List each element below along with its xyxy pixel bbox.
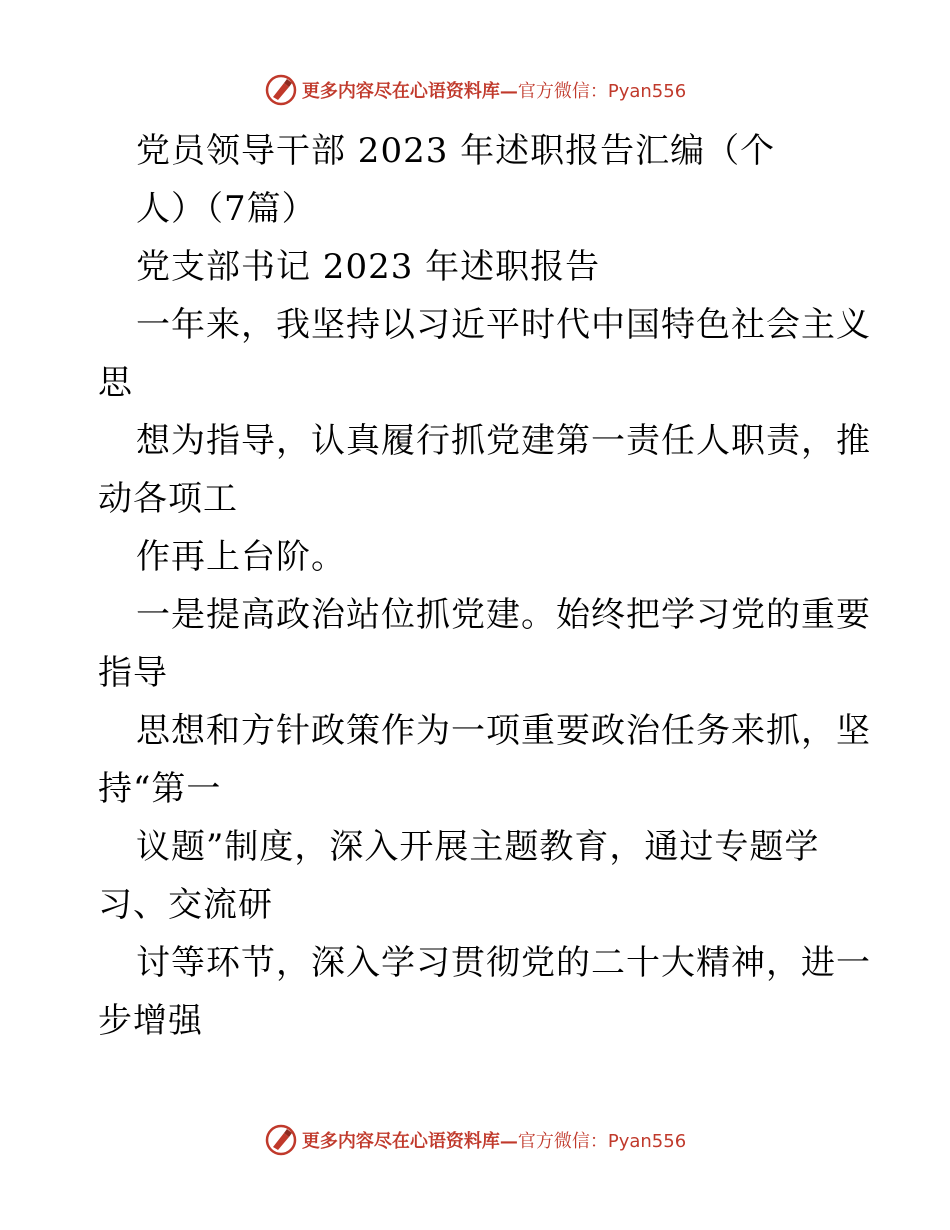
- text-line: 人）（7篇）: [136, 189, 317, 229]
- text-line: 党员领导干部 2023 年述职报告汇编（个: [136, 131, 776, 171]
- footer-banner: [0, 1120, 950, 1160]
- text-line: 作再上台阶。: [136, 537, 346, 577]
- document-body: [98, 122, 878, 1050]
- text-line: 思想和方针政策作为一项重要政治任务来抓，坚: [136, 711, 871, 751]
- text-line: 议题”制度，深入开展主题教育，通过专题学: [136, 827, 820, 867]
- text-line: 想为指导，认真履行抓党建第一责任人职责，推: [136, 421, 871, 461]
- header-banner: [0, 70, 950, 110]
- text-line: 步增强: [98, 1001, 203, 1041]
- logo-icon: [264, 73, 298, 107]
- banner-text: 更多内容尽在心语资料库—: [301, 81, 518, 102]
- text-line: 一年来，我坚持以习近平时代中国特色社会主义: [136, 305, 871, 345]
- banner-text: 更多内容尽在心语资料库—: [301, 1131, 518, 1152]
- text-line: 习、交流研: [98, 885, 273, 925]
- text-line: 党支部书记 2023 年述职报告: [136, 247, 601, 287]
- text-line: 讨等环节，深入学习贯彻党的二十大精神，进一: [136, 943, 871, 983]
- banner-wechat: 官方微信：Pyan556: [517, 81, 687, 102]
- text-line: 动各项工: [98, 479, 238, 519]
- text-line: 一是提高政治站位抓党建。始终把学习党的重要: [136, 595, 871, 635]
- banner-wechat: 官方微信：Pyan556: [517, 1131, 687, 1152]
- text-line: 指导: [98, 653, 168, 693]
- text-line: 持“第一: [98, 769, 222, 809]
- text-line: 思: [98, 363, 133, 403]
- logo-icon: [264, 1123, 298, 1157]
